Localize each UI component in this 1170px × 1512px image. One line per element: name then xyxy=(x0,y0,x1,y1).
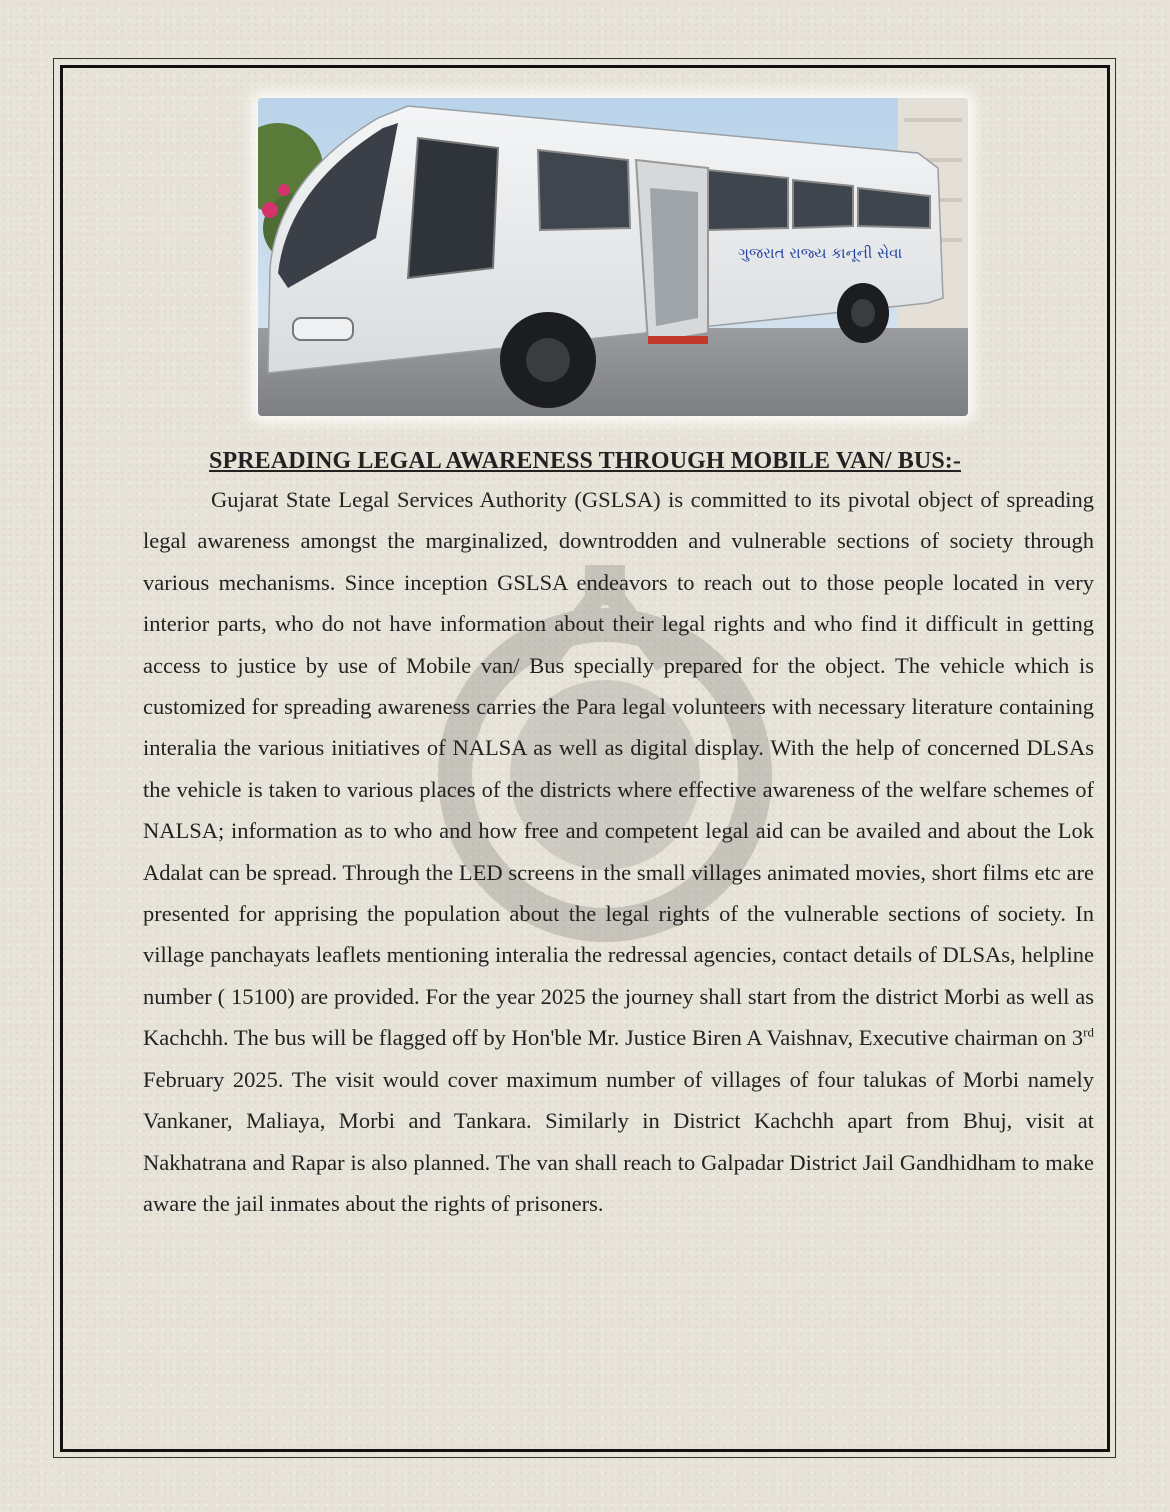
ordinal-suffix: rd xyxy=(1083,1024,1094,1040)
body-paragraph xyxy=(143,479,1094,1224)
svg-text:ગુજરાત રાજ્ય કાનૂની સેવા: ગુજરાત રાજ્ય કાનૂની સેવા xyxy=(738,244,903,262)
page-title: SPREADING LEGAL AWARENESS THROUGH MOBILE VAN/ BUS:- xyxy=(209,448,961,474)
paragraph-text-1: Gujarat State Legal Services Authority (GSLSA) is committed to its pivotal object of spreading legal awareness amongst the marginalized, downtrodden and vulnerable sections of society through various mechanisms. Since inception GSLSA endeavors to reach out to those people located in very interior parts, who do not have information about their legal rights and who find it difficult in getting access to justice by use of Mobile van/ Bus specially prepared for the object. The vehicle which is customized for spreading awareness carries the Para legal volunteers with necessary literature containing interalia the various initiatives of NALSA as well as digital display. With the help of concerned DLSAs the vehicle is taken to various places of the districts where effective awareness of the welfare schemes of NALSA; information as to who and how free and competent legal aid can be availed and about the Lok Adalat can be spread. Through the LED screens in the small villages animated movies, short films etc are presented for apprising the population about the legal rights of the vulnerable sections of society. In village panchayats leaflets mentioning interalia the redressal agencies, contact details of DLSAs, helpline number ( 15100) are provided. For the year 2025 the journey shall start from the district Morbi as well as Kachchh. The bus will be flagged off by Hon'ble Mr. Justice Biren A Vaishnav, Executive chairman on 3 xyxy=(143,487,1094,1051)
paragraph-text-2: February 2025. The visit would cover maximum number of villages of four talukas of Morbi namely Vankaner, Maliaya, Morbi and Tankara. Similarly in District Kachchh apart from Bhuj, visit at Nakhatrana and Rapar is also planned. The van shall reach to Galpadar District Jail Gandhidham to make aware the jail inmates about the rights of prisoners. xyxy=(143,1066,1094,1216)
bus-photo xyxy=(258,98,968,416)
